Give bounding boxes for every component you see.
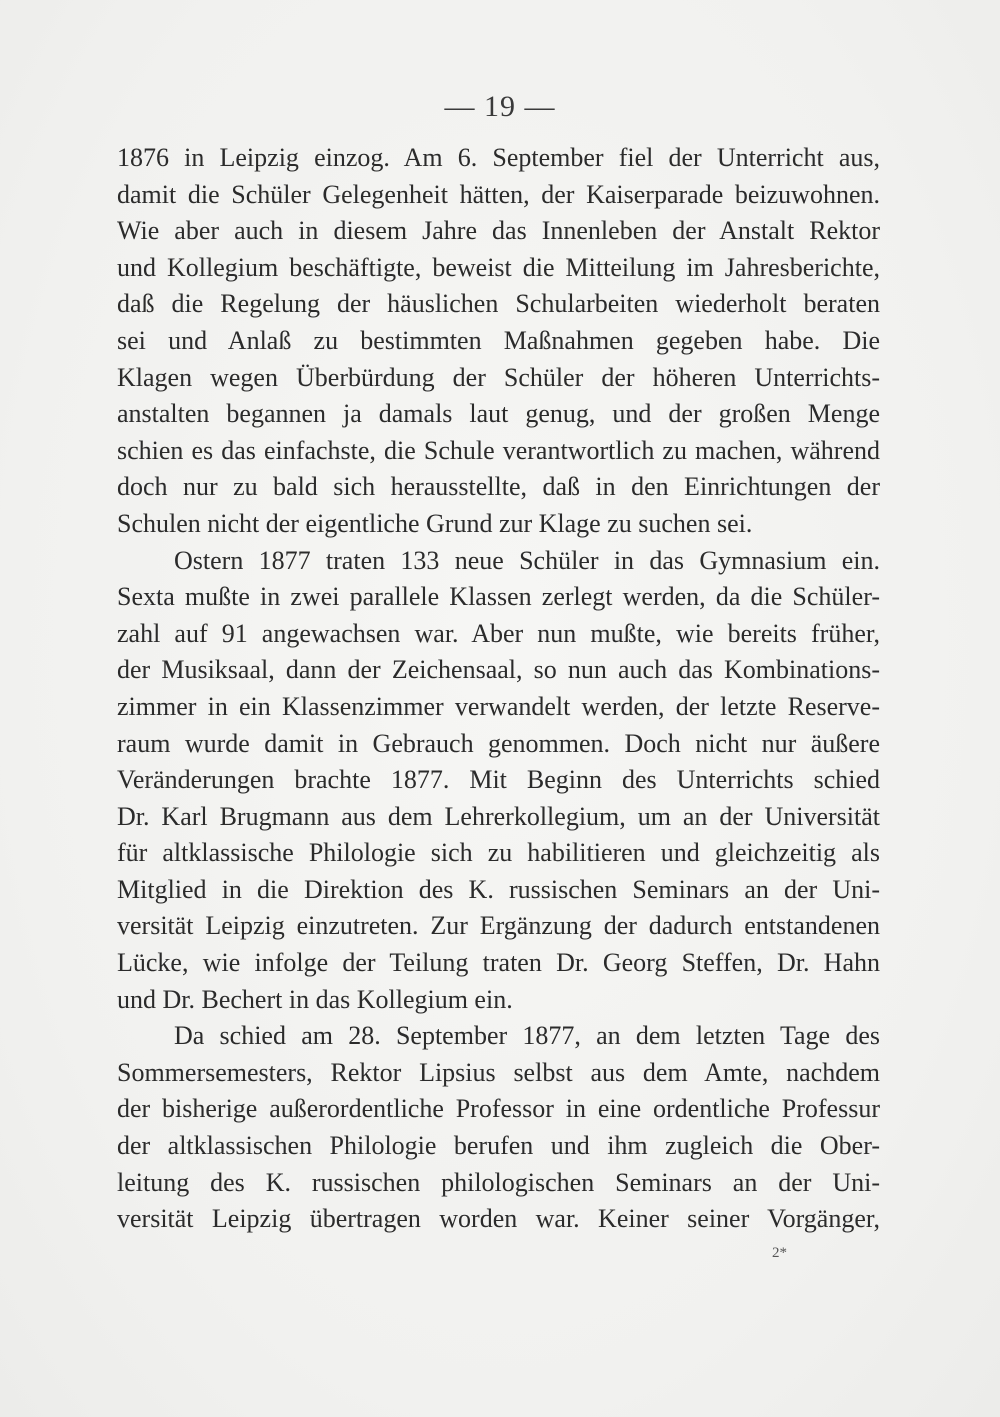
text-line: zahl auf 91 angewachsen war. Aber nun mußte, wie bereits früher, — [117, 618, 880, 648]
text-line: für altklassische Philologie sich zu habilitieren und gleichzeitig als — [117, 838, 880, 868]
text-line: zimmer in ein Klassenzimmer verwandelt werden, der letzte Reserve- — [117, 691, 880, 721]
text-line: anstalten begannen ja damals laut genug, und der großen Menge — [117, 399, 880, 429]
signature-mark: 2* — [772, 1245, 787, 1261]
text-line: 1876 in Leipzig einzog. Am 6. September fiel der Unterricht aus, — [117, 143, 880, 172]
body-text — [117, 140, 880, 1238]
text-line: der Musiksaal, dann der Zeichensaal, so nun auch das Kombinations- — [117, 655, 880, 685]
text-line: doch nur zu bald sich herausstellte, daß in den Einrichtungen der — [117, 472, 880, 502]
text-line: daß die Regelung der häuslichen Schularbeiten wiederholt beraten — [117, 289, 880, 319]
text-line: Mitglied in die Direktion des K. russischen Seminars an der Uni- — [117, 874, 880, 904]
text-line: Sexta mußte in zwei parallele Klassen zerlegt werden, da die Schüler- — [117, 582, 880, 612]
text-line: raum wurde damit in Gebrauch genommen. Doch nicht nur äußere — [117, 728, 880, 758]
text-line: Veränderungen brachte 1877. Mit Beginn des Unterrichts schied — [117, 765, 880, 795]
text-line: Wie aber auch in diesem Jahre das Innenleben der Anstalt Rektor — [117, 216, 880, 246]
text-line: versität Leipzig übertragen worden war. Keiner seiner Vorgänger, — [117, 1204, 880, 1234]
text-line: Dr. Karl Brugmann aus dem Lehrerkollegium, um an der Universität — [117, 801, 880, 831]
paragraph-start-line: Ostern 1877 traten 133 neue Schüler in das Gymnasium ein. — [174, 545, 880, 575]
paragraph-end-line: Schulen nicht der eigentliche Grund zur Klage zu suchen sei. — [117, 508, 753, 538]
text-line: damit die Schüler Gelegenheit hätten, der Kaiserparade beizuwohnen. — [117, 179, 880, 209]
paragraph-start-line: Da schied am 28. September 1877, an dem letzten Tage des — [174, 1021, 880, 1051]
page-number: — 19 — — [444, 90, 556, 123]
text-line: der altklassischen Philologie berufen und ihm zugleich die Ober- — [117, 1131, 880, 1161]
text-line: der bisherige außerordentliche Professor in eine ordentliche Professur — [117, 1094, 880, 1124]
text-line: Klagen wegen Überbürdung der Schüler der höheren Unterrichts- — [117, 362, 880, 392]
text-line: Sommersemesters, Rektor Lipsius selbst aus dem Amte, nachdem — [117, 1057, 880, 1087]
paragraph-end-line: und Dr. Bechert in das Kollegium ein. — [117, 984, 513, 1014]
text-line: schien es das einfachste, die Schule verantwortlich zu machen, während — [117, 435, 880, 465]
text-line: versität Leipzig einzutreten. Zur Ergänzung der dadurch entstandenen — [117, 911, 880, 941]
text-line: und Kollegium beschäftigte, beweist die Mitteilung im Jahresberichte, — [117, 252, 880, 282]
text-line: sei und Anlaß zu bestimmten Maßnahmen gegeben habe. Die — [117, 325, 880, 355]
text-line: Lücke, wie infolge der Teilung traten Dr. Georg Steffen, Dr. Hahn — [117, 948, 880, 978]
text-line: leitung des K. russischen philologischen Seminars an der Uni- — [117, 1167, 880, 1197]
